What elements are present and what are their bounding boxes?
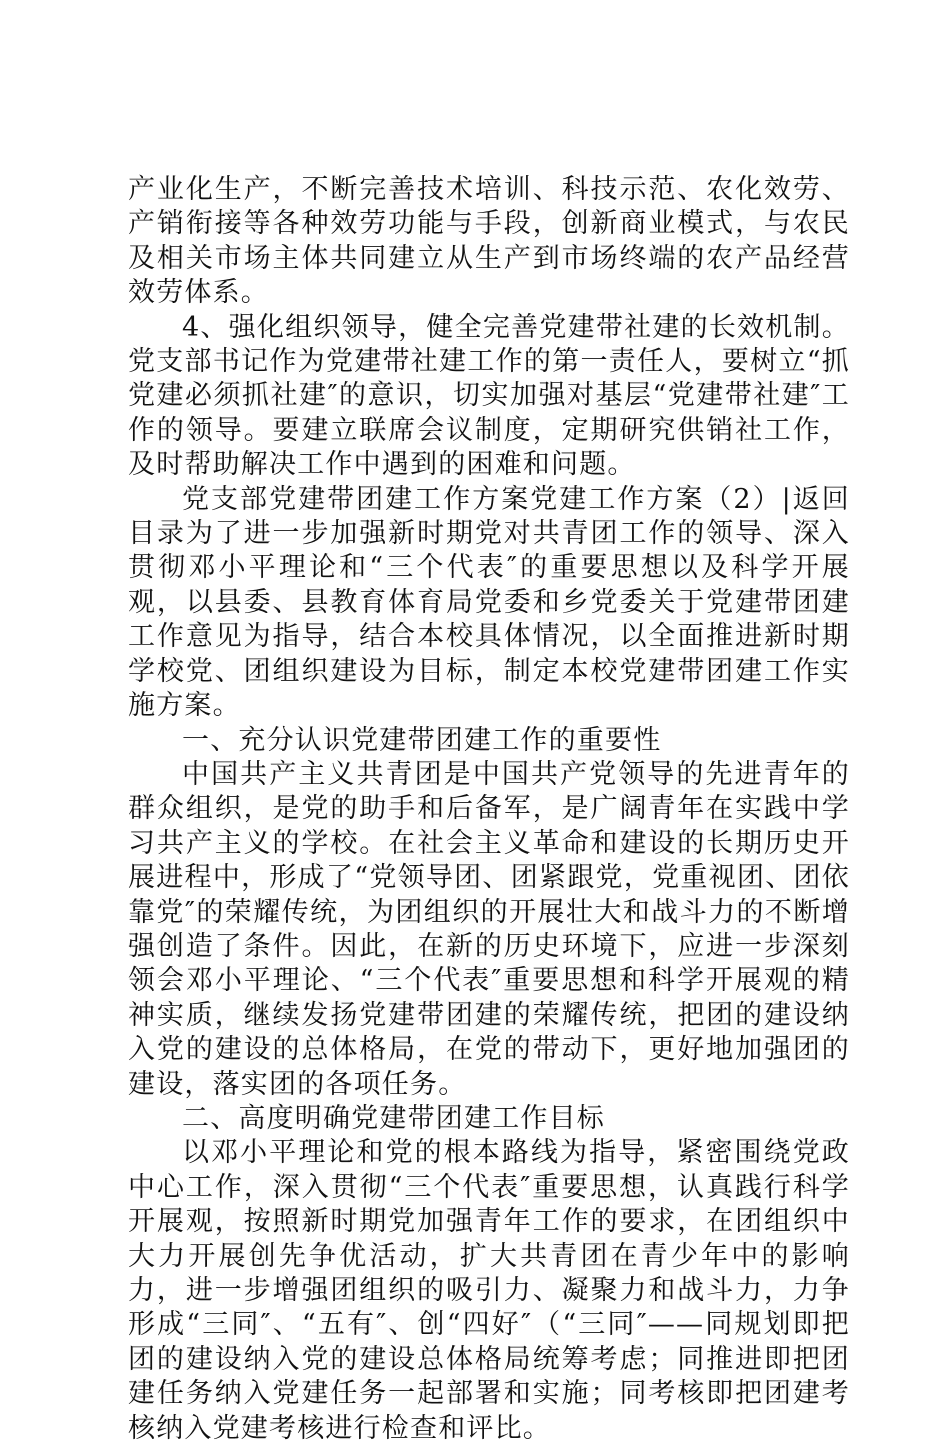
paragraph-continuation: 产业化生产，不断完善技术培训、科技示范、农化效劳、产销衔接等各种效劳功能与手段，创新商业模式，与农民及相关市场主体共同建立从生产到市场终端的农产品经营效劳体系。 <box>128 174 850 309</box>
document-body <box>128 173 850 1446</box>
paragraph-plan-intro: 党支部党建带团建工作方案党建工作方案（2）|返回目录为了进一步加强新时期党对共青团工作的领导、深入贯彻邓小平理论和“三个代表″的重要思想以及科学开展观，以县委、县教育体育局党委和乡党委关于党建带团建工作意见为指导，结合本校具体情况，以全面推进新时期学校党、团组织建设为目标，制定本校党建带团建工作实施方案。 <box>128 483 850 722</box>
section-heading-1: 一、充分认识党建带团建工作的重要性 <box>182 724 662 756</box>
paragraph-section-1-body: 中国共产主义共青团是中国共产党领导的先进青年的群众组织，是党的助手和后备军，是广阔青年在实践中学习共产主义的学校。在社会主义革命和建设的长期历史开展进程中，形成了“党领导团、团紧跟党，党重视团、团依靠党″的荣耀传统，为团组织的开展壮大和战斗力的不断增强创造了条件。因此，在新的历史环境下，应进一步深刻领会邓小平理论、“三个代表″重要思想和科学开展观的精神实质，继续发扬党建带团建的荣耀传统，把团的建设纳入党的建设的总体格局，在党的带动下，更好地加强团的建设，落实团的各项任务。 <box>128 758 850 1100</box>
paragraph-section-2-body: 以邓小平理论和党的根本路线为指导，紧密围绕党政中心工作，深入贯彻“三个代表″重要思想，认真践行科学开展观，按照新时期党加强青年工作的要求，在团组织中大力开展创先争优活动，扩大共青团在青少年中的影响力，进一步增强团组织的吸引力、凝聚力和战斗力，力争形成“三同″、“五有″、创“四好″（“三同″——同规划即把团的建设纳入党的建设总体格局统筹考虑；同推进即把团建任务纳入党建任务一起部署和实施；同考核即把团建考核纳入党建考核进行检查和评比。 <box>128 1137 850 1444</box>
section-heading-2: 二、高度明确党建带团建工作目标 <box>182 1102 605 1134</box>
paragraph-item-4: 4、强化组织领导，健全完善党建带社建的长效机制。党支部书记作为党建带社建工作的第一责任人，要树立“抓党建必须抓社建″的意识，切实加强对基层“党建带社建″工作的领导。要建立联席会议制度，定期研究供销社工作，及时帮助解决工作中遇到的困难和问题。 <box>128 311 850 481</box>
